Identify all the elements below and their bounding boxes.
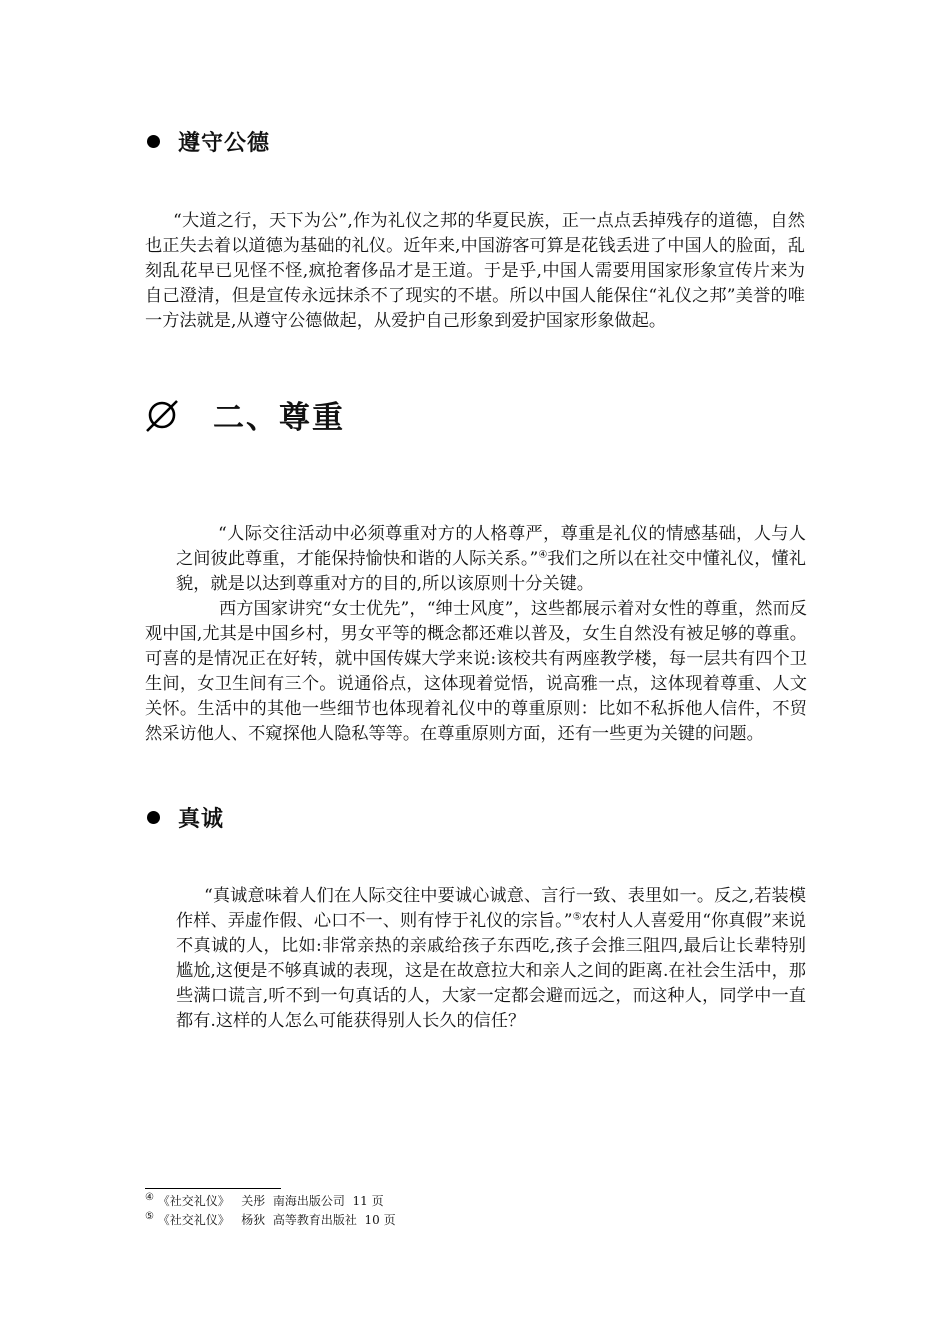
footnote-separator [145,1188,281,1189]
quote-paragraph-sincerity [176,884,806,1034]
heading-text: 遵守公德 [178,130,271,156]
paragraph-respect-west [145,597,807,747]
bullet-dot-icon [147,135,160,148]
heading-text: 真诚 [178,806,225,832]
footnote-text: 《社交礼仪》 关彤 南海出版公司 11 页 [153,1194,384,1208]
footnote-item [145,1212,396,1228]
quote-tail: 农村人人喜爱用“你真假”来说不真诚的人，比如:非常亲热的亲戚给孩子东西吃,孩子会推三阻四,最后让长辈特别尴尬,这便是不够真诚的表现，这是在故意拉大和亲人之间的距离.在社会生活中，那些满口谎言,听不到一句真话的人，大家一定都会避而远之，而这种人，同学中一直都有.这样的人怎么可能获得别人长久的信任？ [176,911,806,1031]
quote-text: “人际交往活动中必须尊重对方的人格尊严，尊重是礼仪的情感基础，人与人之间彼此尊重，才能保持愉快和谐的人际关系。” [176,524,806,569]
footnote-ref: ⑤ [572,911,582,923]
paragraph-text: 西方国家讲究“女士优先”，“绅士风度”，这些都展示着对女性的尊重，然而反观中国,尤其是中国乡村，男女平等的概念都还难以普及，女生自然没有被足够的尊重。可喜的是情况正在好转，就中国传媒大学来说:该校共有两座教学楼，每一层共有四个卫生间，女卫生间有三个。说通俗点，这体现着觉悟，说高雅一点，这体现着尊重、人文关怀。生活中的其他一些细节也体现着礼仪中的尊重原则：比如不私拆他人信件，不贸然采访他人、不窥探他人隐私等等。在尊重原则方面，还有一些更为关键的问题。 [145,599,807,744]
footnote-mark: ④ [145,1192,154,1203]
paragraph-public-morality [145,209,805,334]
footnote-text: 《社交礼仪》 杨狄 高等教育出版社 10 页 [153,1213,396,1227]
bullet-heading-sincerity [147,802,224,833]
empty-set-icon [145,397,179,433]
footnote-mark: ⑤ [145,1211,154,1222]
paragraph-text: “大道之行，天下为公”,作为礼仪之邦的华夏民族，正一点点丢掉残存的道德，自然也正失去着以道德为基础的礼仪。近年来,中国游客可算是花钱丢进了中国人的脸面，乱刻乱花早已见怪不怪,疯抢奢侈品才是王道。于是乎,中国人需要用国家形象宣传片来为自己澄清，但是宣传永远抹杀不了现实的不堪。所以中国人能保住“礼仪之邦”美誉的唯一方法就是,从遵守公德做起，从爱护自己形象到爱护国家形象做起。 [145,211,805,331]
section-heading-text: 二、尊重 [213,400,345,436]
section-heading-respect [145,392,345,437]
quote-tail: 我们之所以在社交中懂礼仪，懂礼貌，就是以达到尊重对方的目的,所以该原则十分关键。 [176,549,806,594]
footnote-ref: ④ [538,549,548,561]
footnote-item [145,1193,384,1209]
quote-text: “真诚意味着人们在人际交往中要诚心诚意、言行一致、表里如一。反之,若装模作样、弄虚作假、心口不一、则有悖于礼仪的宗旨。” [176,886,806,931]
bullet-dot-icon [147,811,160,824]
bullet-heading-public-morality [147,126,270,157]
quote-paragraph-respect [176,522,806,597]
